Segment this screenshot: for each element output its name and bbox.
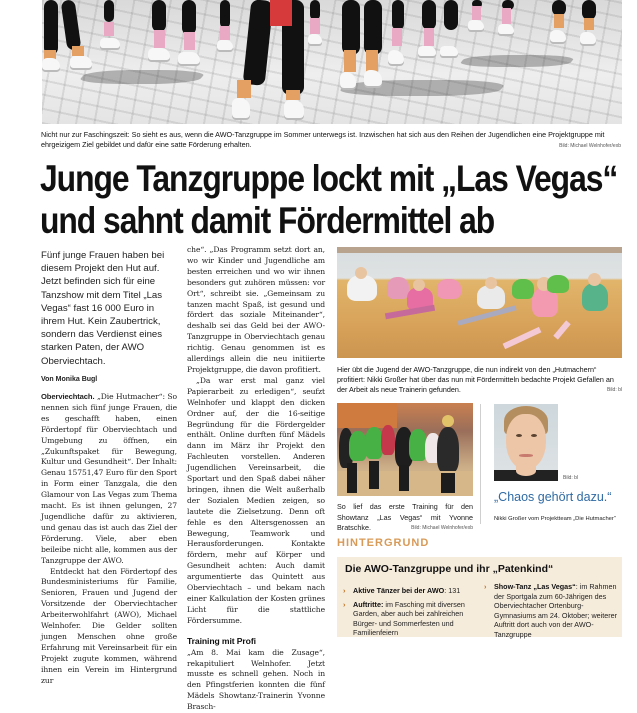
headline-line-1: Junge Tanzgruppe lockt mit „Las Vegas“ [40,158,618,199]
paragraph: che“. „Das Programm setzt dort an, wo wir Kinder und Jugendliche am besten erreichen und wo wir ihnen besonders gut zuhören müssen: vor Ort“, schreibt sie. „Gemeinsam zu tanzen macht Spaß, ist gesund und fördert das soziale Miteinander“, deshalb sei das Geld bei der AWO-Tanzgruppe in Oberviechtach genau richtig. Genau genommen ist es allerdings allein die neu initiierte Projektgruppe, die davon profitiert. [187,245,325,374]
intro-teaser: Fünf junge Frauen haben bei diesem Projekt den Hut auf. Jetzt befinden sich für eine Tanzshow mit dem Titel „Las Vegas“ fast 16 000 Euro in ihrem Hut. Kein Zaubertrick, sondern das Verdienst eines starken Paten, der AWO Oberviechtach. [41,250,165,367]
caption-text: So lief das erste Training für den Showtanz „Las Vegas“ mit Yvonne Bratschke. [337,502,473,532]
photo-credit: Bild: Michael Welnhofer/exb [411,525,473,531]
paragraph: Entdeckt hat den Fördertopf des Bundesministeriums für Familie, Senioren, Frauen und Jugend der Vorsitzende der Oberviechtacher Arbeiterwohlfahrt (AWO), Michael Welnhofer. Die Gelder sollten jungen Menschen ohne große Erfahrung mit Vereinsarbeit für ein Projekt zugute kommen, während ihnen ein Verein im Hintergrund zur [41,566,177,685]
photo-credit: Bild: bl [606,387,622,393]
caption-text: Nicht nur zur Faschingszeit: So sieht es aus, wenn die AWO-Tanzgruppe im Sommer unterwegs ist. Inzwischen hat sich aus den Reihen der Jugendlichen eine Projektgruppe mit ehrgeizigem Ziel gebildet und dafür eine satte Förderung erhalten. [41,130,605,149]
top-photo-credit: Bild: Michael Welnhofer/exb [559,143,621,149]
paragraph: „Am 8. Mai kam die Zusage“, rekapituliert Welnhofer. Jetzt musste es schnell gehen. Noch in den Pfingstferien konnten die fünf Mädels Showtanz-Trainerin Yvonne Brasch- [187,647,325,712]
training-caption [337,502,473,534]
fact-item [343,586,478,596]
background-box-title: Die AWO-Tanzgruppe und ihr „Patenkind“ [345,563,554,575]
fact-term: Auftritte: [353,599,384,609]
byline: Von Monika Bugl [41,376,98,383]
column-divider [480,404,481,524]
fact-text: im Fasching mit diversen Garden, aber auch bei zahlreichen Bürger- und Sommerfesten und Familienfeiern [353,599,465,638]
paragraph: „Da war erst mal ganz viel Papierarbeit zu erledigen“, seufzt Welnhofer und klappt den dicken Ordner auf, der die 16-seitige Begründung für die Fördergelder enthält. Online durften fünf Mädels dann im März ihr Projekt den Fachleuten vorstellen. Anderen Jugendlichen Vereinsarbeit, die Sportart und den Spaß dabei näher bringen, ihnen die Welt außerhalb der Sozialen Medien zeigen, so lautete die Zielsetzung. Denn oft fehle es den Altersgenossen an Bewegung, Teamwork und Herausforderungen. Kontakte fördern, mehr auf Körper und Gesundheit achten: Auch damit argumentierte das Quintett aus Oberviechtach – und bekam nach einer Kalkulation der Kosten grünes Licht für die stattliche Fördersumme. [187,375,325,625]
chevron-right-icon: › [343,599,346,609]
article-column-1 [41,392,177,686]
fact-term: Aktive Tänzer bei der AWO [353,586,445,595]
fact-text: : im Rahmen der Sportgala zum 60-Jährigen des Oberviechtacher Ortenburg-Gymnasiums am 24. Oktober; weiterer Auftritt dort auch von der AWO-Tanzgruppe [494,582,618,639]
fact-item [343,600,478,638]
article-column-2 [187,245,325,713]
background-section-label: HINTERGRUND [337,537,430,549]
chevron-right-icon: › [484,582,487,591]
fact-term: Show-Tanz „Las Vegas“ [494,582,576,591]
portrait-credit: Bild: bl [563,475,579,481]
caption-text: Hier übt die Jugend der AWO-Tanzgruppe, die nun indirekt von den „Hutmachern“ profitiert: Nikki Großer hat über das nun mit Fördermitteln bedachte Projekt Gefallen an der Arbeit als neue Trainerin gefunden. [337,365,614,394]
facts-list-left [343,586,478,642]
headline-line-2: und sahnt damit Fördermittel ab [40,200,495,241]
portrait-photo [494,404,558,481]
training-photo [337,403,473,496]
facts-list-right [484,582,618,644]
fact-item [484,582,618,640]
dance-practice-photo [337,247,622,358]
fact-text: : 131 [444,586,461,595]
quote-source: Nikki Großer vom Projektteam „Die Hutmacher“ [494,516,616,522]
paragraph-text: „Die Hutmacher“: So nennen sich fünf junge Frauen, die es geschafft haben, einen Fördertopf für Oberviechtach und Umgebung zu öffnen, ein „Zukunftspaket für Bewegung, Kultur und Gesundheit“. Der Inhalt: Genau 15751,47 Euro für den Sport in Form einer Tanzgala, die den Glamour von Las Vegas zum Thema macht. Es ist ihnen gelungen, 27 Jugendliche dafür zu aktivieren, und genau das ist auch das Ziel der Förderung. Viele, aber eben beileibe nicht alle, kommen aus der Tanzgruppe der AWO. [41,392,177,565]
headline [40,158,618,242]
dance-practice-caption [337,365,622,395]
subheading: Training mit Profi [187,635,256,646]
dateline: Oberviechtach. [41,392,95,401]
chevron-right-icon: › [343,586,346,595]
pull-quote: „Chaos gehört dazu.“ [494,490,612,504]
top-photo-caption [41,130,621,150]
paragraph [41,392,177,567]
top-photo [42,0,622,124]
